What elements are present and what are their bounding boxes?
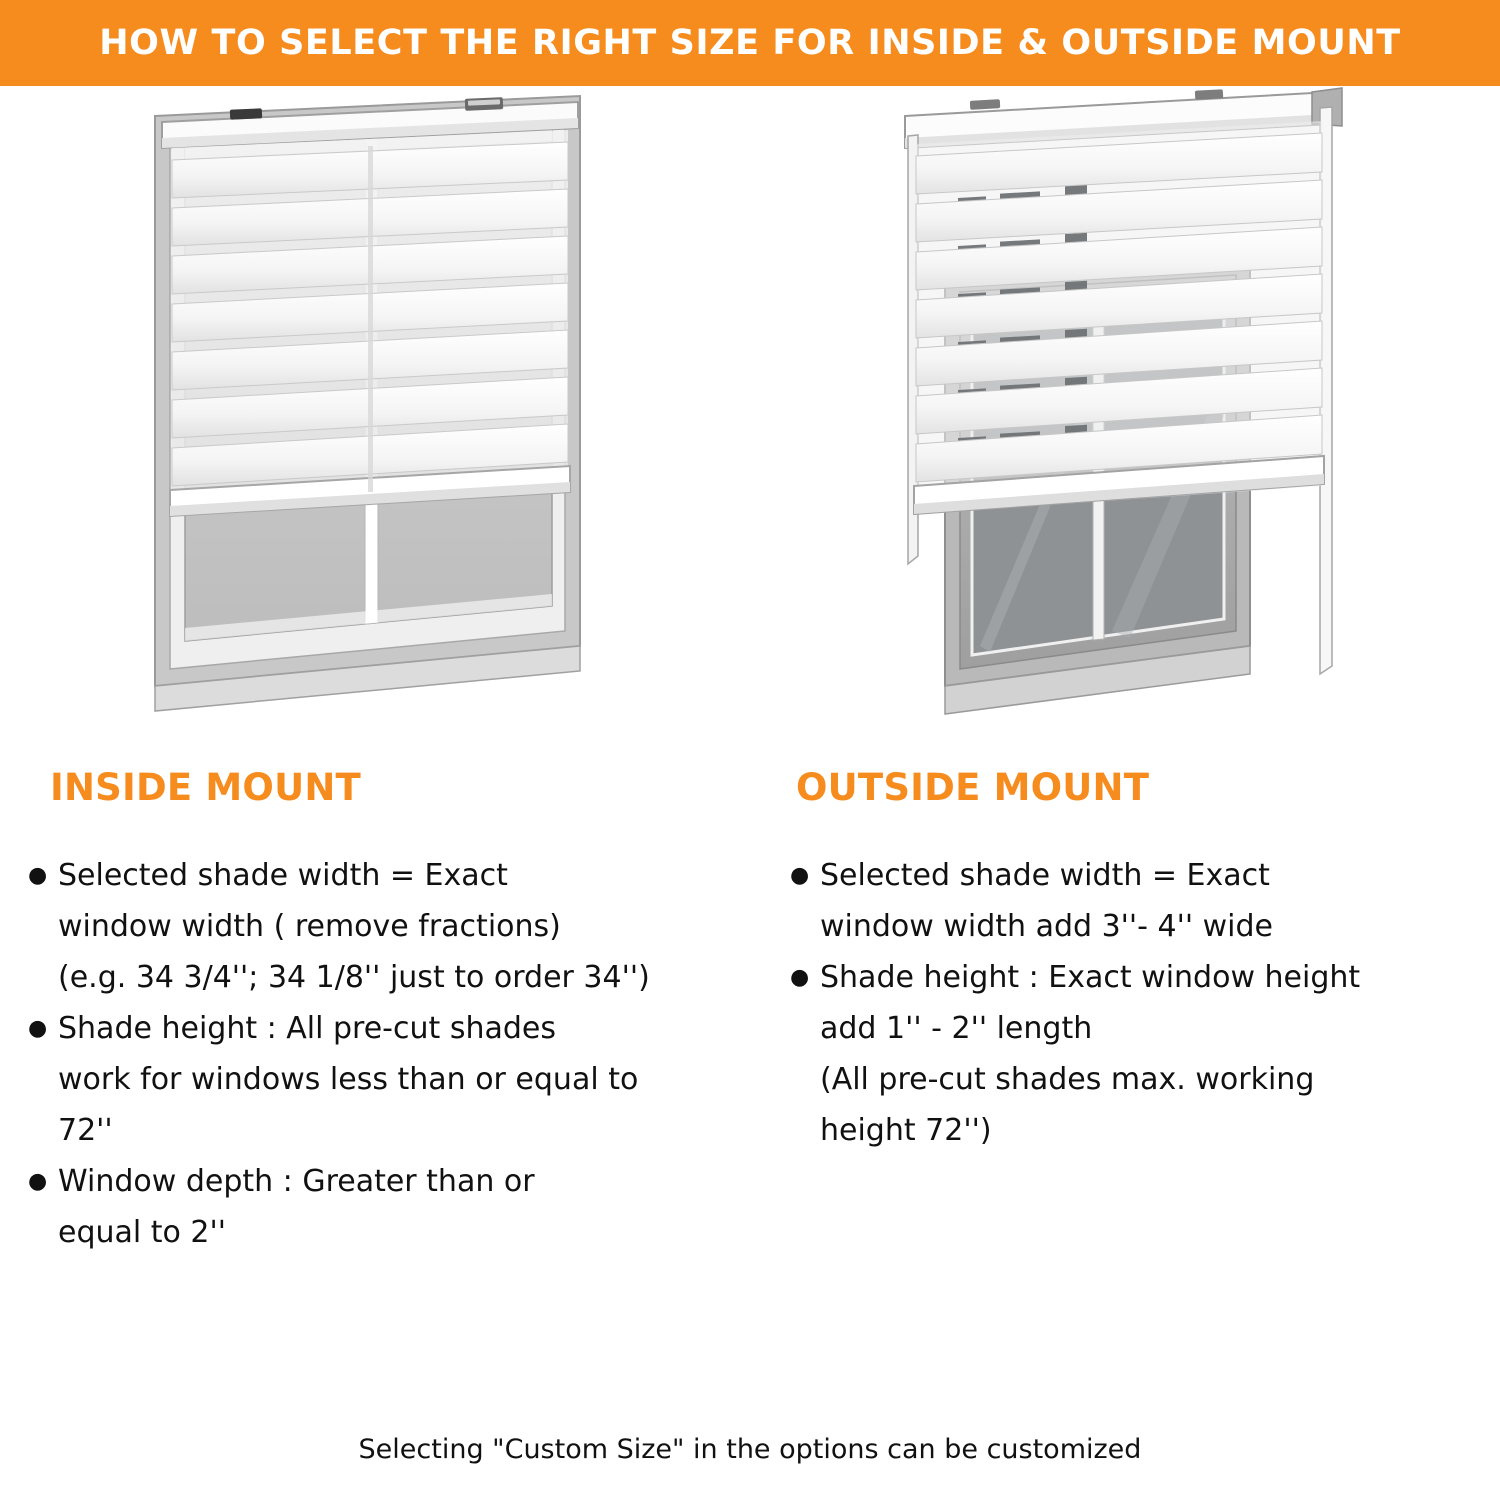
list-item-text: Shade height : All pre-cut shades xyxy=(58,1011,556,1046)
page-title: HOW TO SELECT THE RIGHT SIZE FOR INSIDE & OUTSIDE MOUNT xyxy=(99,23,1401,63)
list-item-text: add 1'' - 2'' length xyxy=(820,1011,1093,1046)
inside-mount-heading: INSIDE MOUNT xyxy=(50,766,361,809)
list-item xyxy=(790,1055,1480,1104)
list-item-text: Selected shade width = Exact xyxy=(58,858,508,893)
list-item-text: height 72'') xyxy=(820,1113,992,1148)
list-item xyxy=(28,1106,728,1155)
bullet-icon: ● xyxy=(790,965,810,990)
outside-mount-column xyxy=(790,766,1480,1157)
list-item-text: equal to 2'' xyxy=(58,1215,227,1250)
list-item xyxy=(790,1106,1480,1155)
list-item xyxy=(790,953,1480,1002)
list-item xyxy=(28,1208,728,1257)
list-item-text: Shade height : Exact window height xyxy=(820,960,1361,995)
outside-mount-bullets xyxy=(790,851,1480,1155)
list-item xyxy=(28,953,728,1002)
content-columns xyxy=(0,766,1500,1406)
list-item-text: Window depth : Greater than or xyxy=(58,1164,535,1199)
bullet-icon: ● xyxy=(28,863,48,888)
outside-mount-illustration xyxy=(850,86,1410,766)
list-item-text: window width ( remove fractions) xyxy=(58,909,561,944)
list-item-text: 72'' xyxy=(58,1113,113,1148)
list-item-text: (All pre-cut shades max. working xyxy=(820,1062,1315,1097)
list-item xyxy=(28,851,728,900)
list-item xyxy=(28,902,728,951)
list-item xyxy=(28,1004,728,1053)
inside-mount-column xyxy=(28,766,728,1259)
list-item xyxy=(28,1157,728,1206)
footer-note: Selecting "Custom Size" in the options can be customized xyxy=(358,1434,1142,1465)
header-banner xyxy=(0,0,1500,86)
inside-mount-bullets xyxy=(28,851,728,1257)
bullet-icon: ● xyxy=(790,863,810,888)
list-item-text: work for windows less than or equal to xyxy=(58,1062,639,1097)
inside-mount-illustration xyxy=(110,86,670,766)
list-item xyxy=(790,1004,1480,1053)
list-item-text: window width add 3''- 4'' wide xyxy=(820,909,1274,944)
bullet-icon: ● xyxy=(28,1169,48,1194)
outside-mount-heading: OUTSIDE MOUNT xyxy=(796,766,1150,809)
illustration-area xyxy=(0,86,1500,766)
list-item-text: Selected shade width = Exact xyxy=(820,858,1270,893)
list-item-text: (e.g. 34 3/4''; 34 1/8'' just to order 34'') xyxy=(58,960,650,995)
list-item xyxy=(790,902,1480,951)
list-item xyxy=(28,1055,728,1104)
list-item xyxy=(790,851,1480,900)
bullet-icon: ● xyxy=(28,1016,48,1041)
